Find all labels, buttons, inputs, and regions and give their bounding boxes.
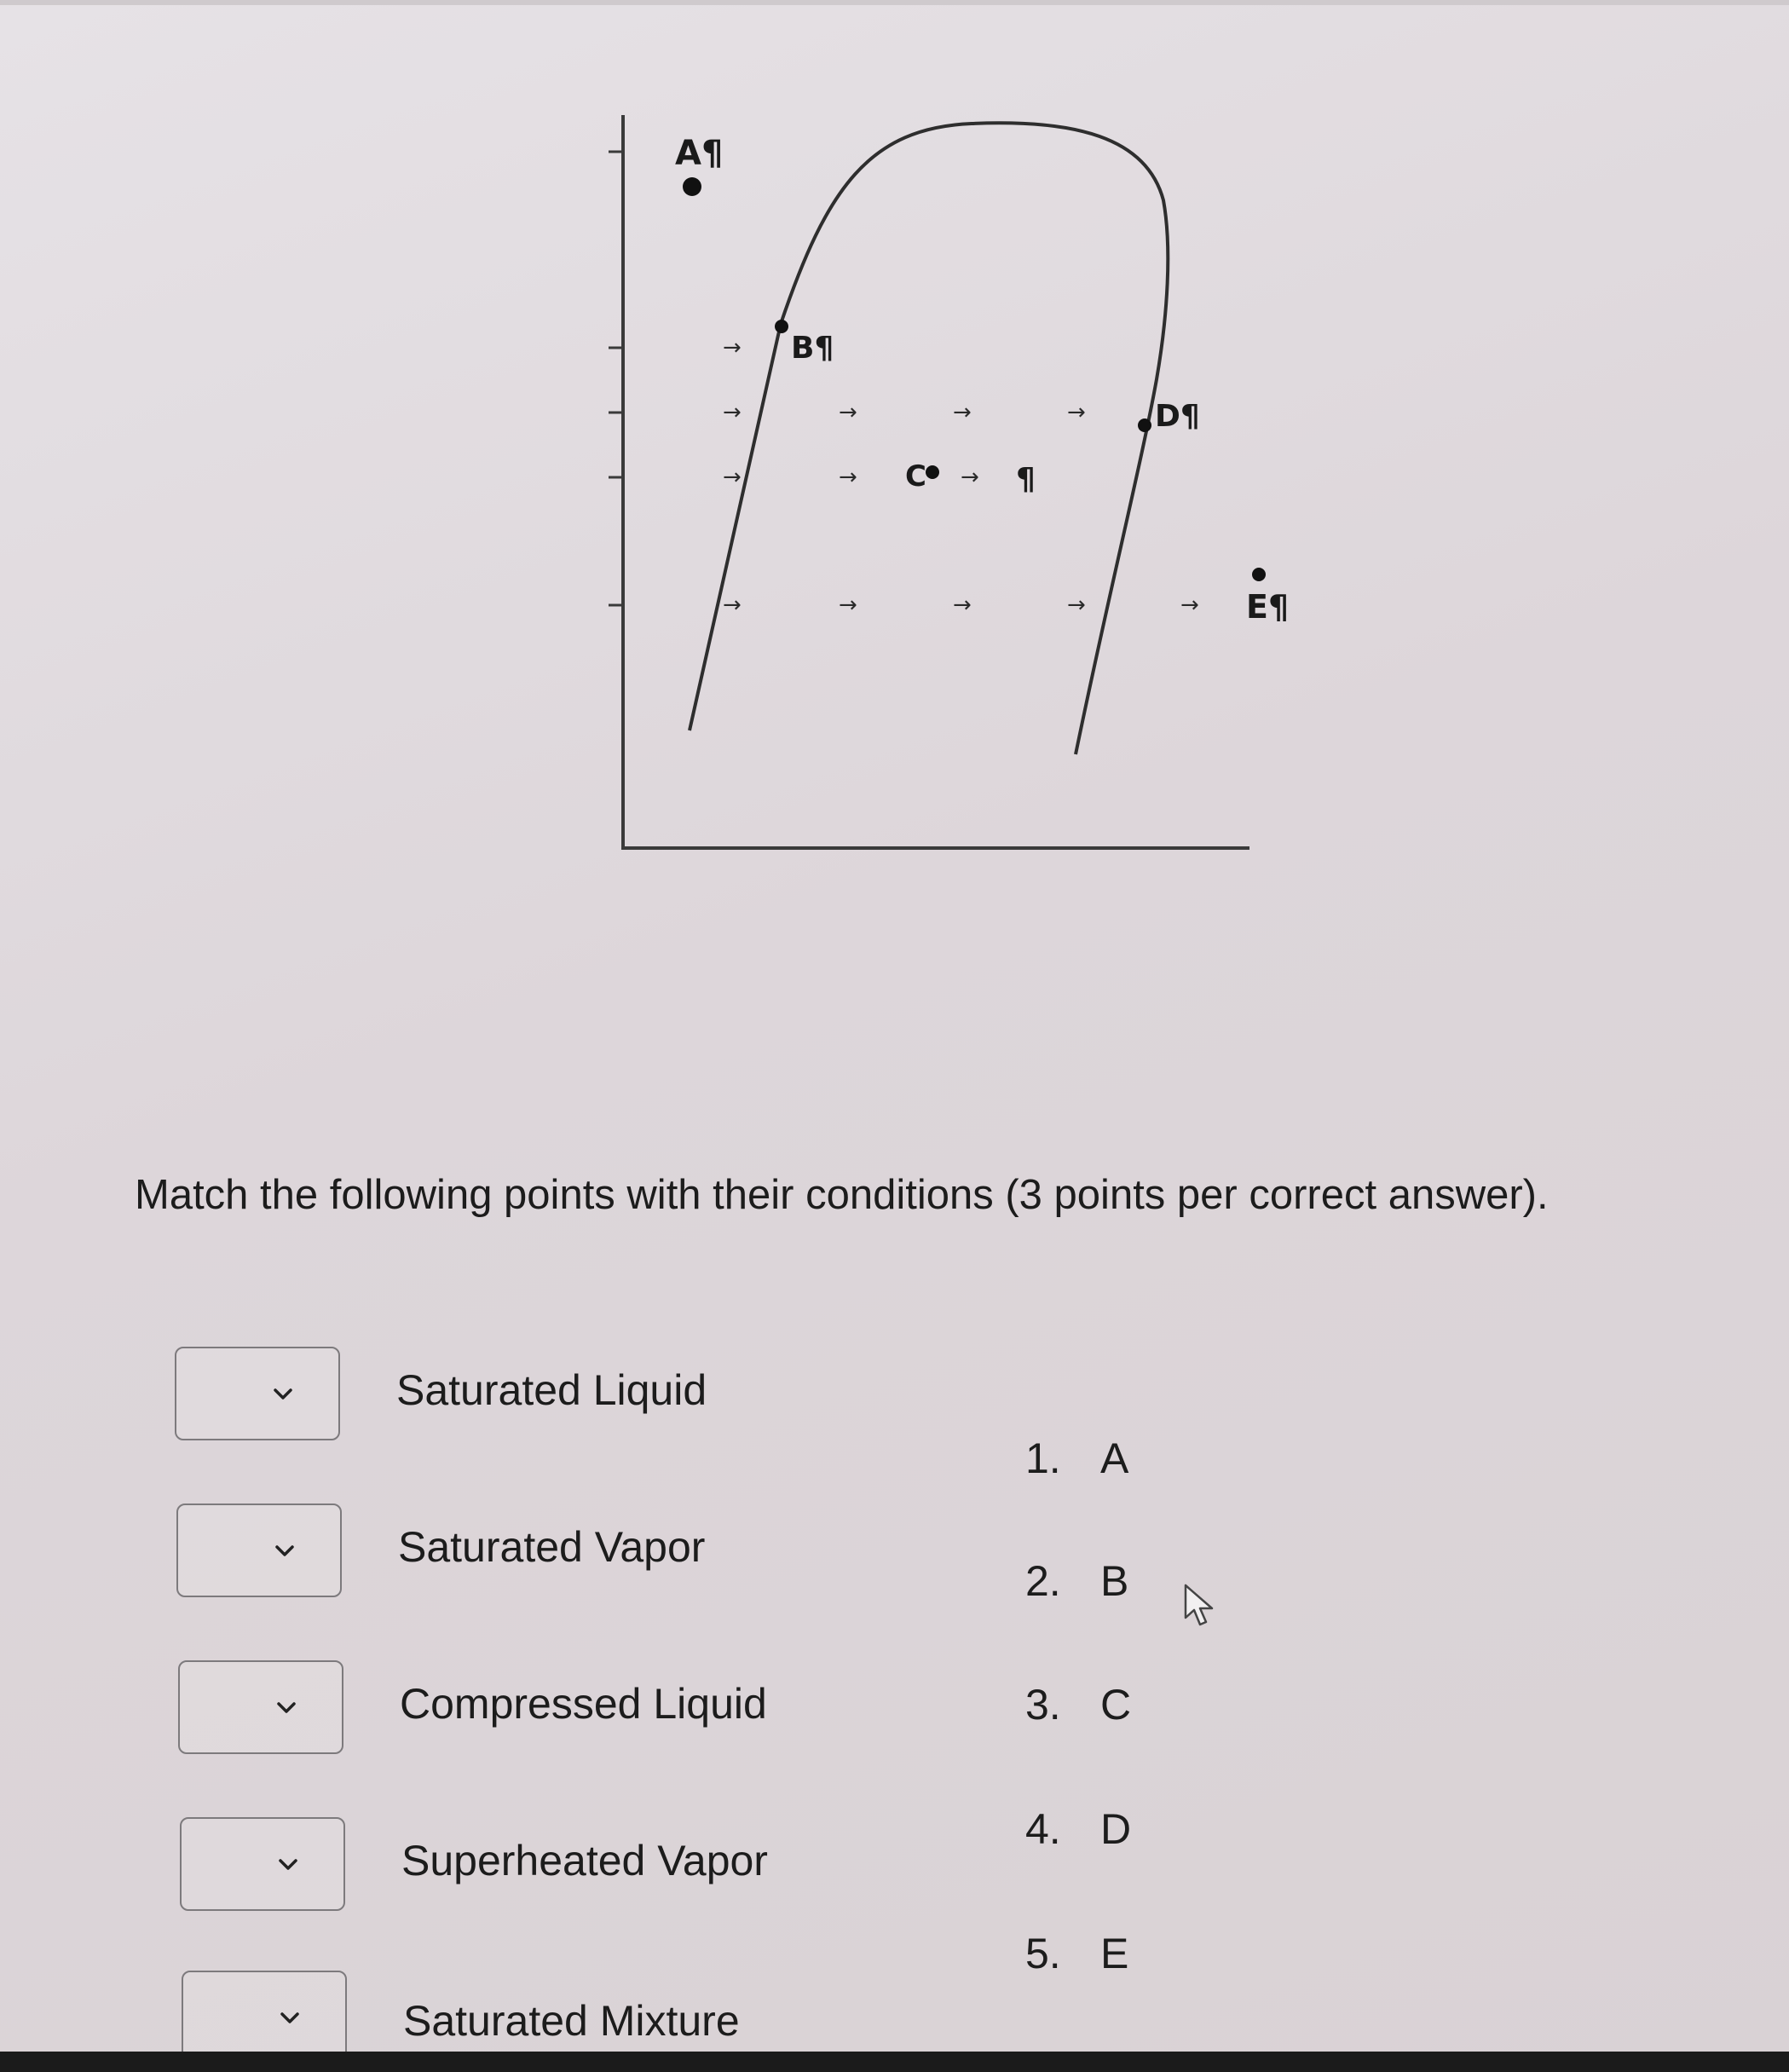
svg-text:→: → [723, 465, 742, 490]
svg-text:→: → [839, 592, 857, 618]
chevron-down-icon [272, 1382, 294, 1405]
option-item-e [1025, 1929, 1128, 1978]
svg-text:→: → [723, 400, 742, 425]
svg-text:→: → [1180, 592, 1199, 618]
svg-text:→: → [1067, 592, 1086, 618]
answer-select-5[interactable] [182, 1971, 347, 2064]
option-letter: C [1100, 1681, 1132, 1729]
screen-bottom-bezel [0, 2052, 1789, 2072]
question-text: Match the following points with their conditions (3 points per correct answer). [135, 1172, 1549, 1218]
stray-pilcrow: ¶ [1016, 462, 1036, 497]
answer-select-1[interactable] [175, 1347, 340, 1440]
point-a-dot [683, 177, 701, 196]
point-b-dot [775, 320, 788, 333]
chevron-down-icon [279, 2006, 301, 2029]
answer-select-4[interactable] [180, 1817, 345, 1911]
point-c-label: C [905, 459, 926, 493]
point-a-label: A¶ [675, 134, 724, 173]
svg-text:→: → [1067, 400, 1086, 425]
option-item-b [1025, 1556, 1128, 1606]
condition-label: Saturated Mixture [403, 1997, 740, 2045]
condition-label: Compressed Liquid [400, 1680, 767, 1728]
option-letter: D [1100, 1805, 1132, 1853]
option-number: 2. [1025, 1557, 1061, 1605]
svg-text:→: → [953, 400, 972, 425]
option-item-d [1025, 1804, 1131, 1854]
answer-select-2[interactable] [176, 1503, 342, 1597]
svg-text:→: → [961, 465, 979, 490]
chevron-down-icon [274, 1539, 296, 1561]
saturation-dome-curve [690, 123, 1168, 754]
y-axis-ticks [609, 152, 623, 605]
condition-label: Saturated Liquid [396, 1366, 707, 1414]
phase-diagram [0, 0, 1789, 895]
option-letter: A [1100, 1434, 1129, 1482]
option-letter: B [1100, 1557, 1129, 1605]
option-number: 3. [1025, 1681, 1061, 1729]
svg-text:→: → [839, 465, 857, 490]
option-number: 4. [1025, 1805, 1061, 1853]
option-item-a [1025, 1434, 1128, 1483]
option-item-c [1025, 1680, 1131, 1729]
option-letter: E [1100, 1930, 1129, 1977]
svg-text:→: → [723, 335, 742, 361]
svg-text:→: → [723, 592, 742, 618]
point-b-label: B¶ [791, 331, 834, 366]
point-d-label: D¶ [1155, 399, 1200, 434]
condition-label: Saturated Vapor [398, 1523, 706, 1571]
chevron-down-icon [277, 1853, 299, 1875]
point-c-dot [926, 465, 939, 479]
option-number: 5. [1025, 1930, 1061, 1977]
mouse-pointer-icon [1183, 1584, 1217, 1628]
option-number: 1. [1025, 1434, 1061, 1482]
chevron-down-icon [275, 1696, 297, 1718]
answer-select-3[interactable] [178, 1660, 343, 1754]
svg-text:→: → [839, 400, 857, 425]
point-d-dot [1138, 418, 1151, 432]
condition-label: Superheated Vapor [401, 1837, 768, 1884]
point-e-label: E¶ [1246, 588, 1290, 626]
arrow-marks [723, 335, 1199, 618]
point-e-dot [1252, 568, 1266, 581]
svg-text:→: → [953, 592, 972, 618]
